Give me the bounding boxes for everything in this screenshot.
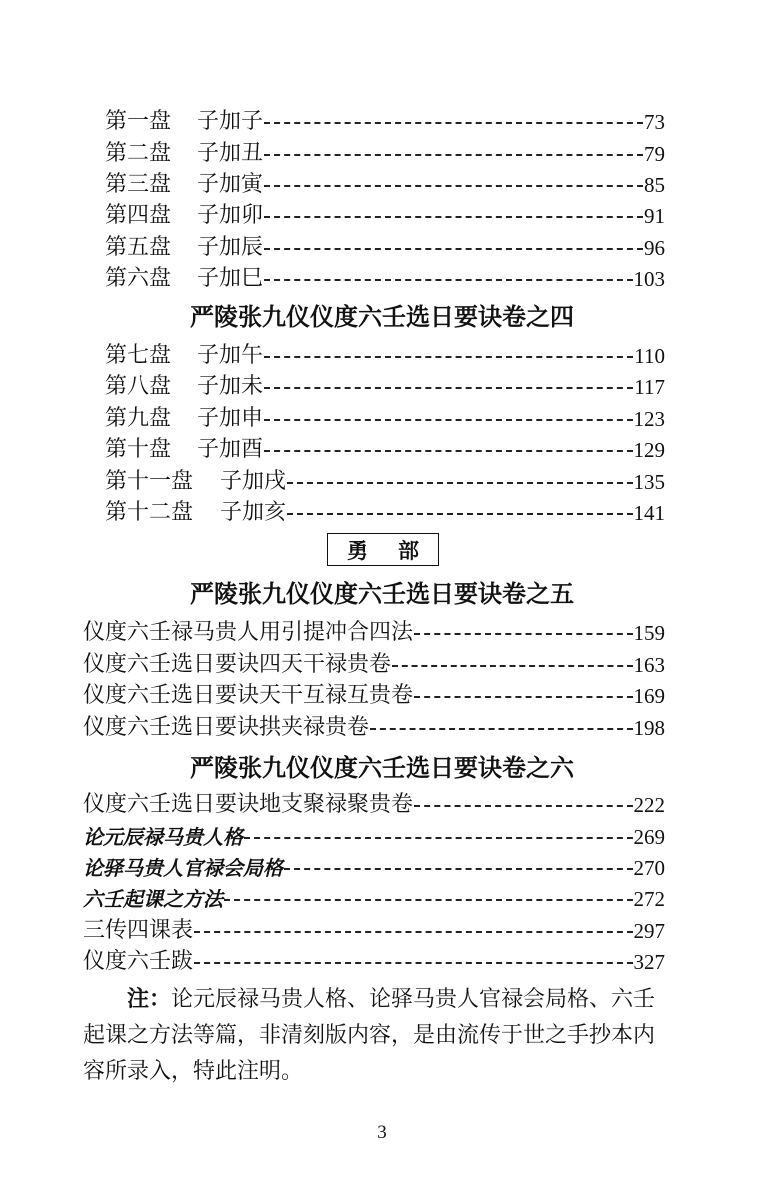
- entry-title: 子加寅: [197, 172, 264, 197]
- toc-entry[interactable]: [83, 681, 665, 711]
- entry-title: 仪度六壬禄马贵人用引提冲合四法: [83, 620, 414, 645]
- pan-label: 第八盘: [105, 374, 172, 399]
- toc-entry[interactable]: [105, 107, 665, 137]
- entry-title: 论驿马贵人官禄会局格: [83, 856, 283, 880]
- toc-entry[interactable]: [83, 790, 665, 820]
- entry-title: 仪度六壬选日要诀四天干禄贵卷: [83, 652, 392, 677]
- pan-label: 第三盘: [105, 172, 172, 197]
- part-label-box: [327, 533, 449, 566]
- page-ref: 163: [633, 653, 665, 677]
- dash-leader: [264, 279, 632, 281]
- toc-entry[interactable]: [105, 467, 665, 497]
- page-ref: 141: [633, 501, 665, 525]
- entry-title: 子加申: [197, 406, 264, 431]
- dash-leader: [264, 185, 643, 187]
- toc-entry[interactable]: [105, 435, 665, 465]
- entry-title: 子加午: [197, 343, 264, 368]
- dash-leader: [264, 122, 643, 124]
- page-number: 3: [377, 1122, 387, 1143]
- entry-title: 子加亥: [220, 500, 287, 525]
- entry-title: 三传四课表: [83, 918, 194, 943]
- pan-label: 第二盘: [105, 141, 172, 166]
- dash-leader: [194, 962, 632, 964]
- dash-leader: [194, 931, 632, 933]
- entry-title: 论元辰禄马贵人格: [83, 825, 243, 849]
- dash-leader: [414, 696, 632, 698]
- entry-title: 子加未: [197, 374, 264, 399]
- page-ref: 110: [634, 344, 665, 368]
- toc-entry[interactable]: [83, 947, 665, 977]
- volume-heading-6: 严陵张九仪仪度六壬选日要诀卷之六: [190, 754, 574, 782]
- dash-leader: [224, 899, 633, 901]
- toc-entry[interactable]: [105, 170, 665, 200]
- pan-label: 第四盘: [105, 203, 172, 228]
- entry-title: 仪度六壬选日要诀天干互禄互贵卷: [83, 683, 414, 708]
- pan-label: 第一盘: [105, 109, 172, 134]
- page-ref: 135: [633, 470, 665, 494]
- dash-leader: [414, 633, 632, 635]
- pan-label: 第七盘: [105, 343, 172, 368]
- entry-title: 子加巳: [197, 266, 264, 291]
- toc-entry[interactable]: [105, 201, 665, 231]
- toc-entry[interactable]: [105, 372, 665, 402]
- page-ref: 85: [644, 173, 665, 197]
- entry-title: 六壬起课之方法: [83, 887, 223, 911]
- entry-title: 子加辰: [197, 235, 264, 260]
- dash-leader: [287, 482, 632, 484]
- toc-entry[interactable]: [83, 916, 665, 946]
- entry-title: 仪度六壬跋: [83, 949, 194, 974]
- page-ref: 91: [644, 204, 665, 228]
- page-ref: 159: [633, 621, 665, 645]
- page-ref: 73: [644, 110, 665, 134]
- pan-label: 第十二盘: [105, 500, 194, 525]
- page-ref: 79: [644, 142, 665, 166]
- pan-label: 第十盘: [105, 437, 172, 462]
- toc-entry[interactable]: [83, 884, 665, 914]
- dash-leader: [264, 216, 643, 218]
- page-ref: 96: [644, 236, 665, 260]
- toc-entry[interactable]: [83, 713, 665, 743]
- dash-leader: [244, 837, 633, 839]
- page-ref: 123: [633, 407, 665, 431]
- pan-label: 第九盘: [105, 406, 172, 431]
- dash-leader: [264, 387, 633, 389]
- toc-entry[interactable]: [105, 264, 665, 294]
- note-label: 注：: [127, 987, 172, 1012]
- entry-title: 子加丑: [197, 141, 264, 166]
- page-ref: 272: [633, 887, 665, 911]
- dash-leader: [264, 248, 643, 250]
- page-ref: 169: [633, 684, 665, 708]
- toc-entry[interactable]: [83, 650, 665, 680]
- page-ref: 129: [633, 438, 665, 462]
- entry-title: 仪度六壬选日要诀拱夹禄贵卷: [83, 715, 370, 740]
- page-ref: 297: [633, 919, 665, 943]
- entry-title: 子加卯: [197, 203, 264, 228]
- toc-entry[interactable]: [105, 498, 665, 528]
- page-ref: 327: [633, 950, 665, 974]
- page-ref: 270: [633, 856, 665, 880]
- entry-title: 子加酉: [197, 437, 264, 462]
- part-label: 勇部: [347, 538, 449, 563]
- dash-leader: [284, 868, 633, 870]
- page-ref: 198: [633, 716, 665, 740]
- note-paragraph: [83, 982, 665, 1090]
- toc-entry[interactable]: [83, 618, 665, 648]
- toc-entry[interactable]: [83, 822, 665, 852]
- pan-label: 第六盘: [105, 266, 172, 291]
- pan-label: 第十一盘: [105, 469, 194, 494]
- volume-heading-5: 严陵张九仪仪度六壬选日要诀卷之五: [190, 580, 574, 608]
- toc-entry[interactable]: [105, 341, 665, 371]
- page-ref: 222: [633, 793, 665, 817]
- entry-title: 子加戌: [220, 469, 287, 494]
- dash-leader: [287, 513, 632, 515]
- toc-entry[interactable]: [83, 853, 665, 883]
- note-text: 论元辰禄马贵人格、论驿马贵人官禄会局格、六壬起课之方法等篇，非清刻版内容，是由流传于世之手抄本内容所录入，特此注明。: [83, 987, 656, 1084]
- page-ref: 269: [633, 825, 665, 849]
- dash-leader: [264, 154, 643, 156]
- toc-entry[interactable]: [105, 233, 665, 263]
- dash-leader: [264, 419, 632, 421]
- page-ref: 103: [633, 267, 665, 291]
- volume-heading-4: 严陵张九仪仪度六壬选日要诀卷之四: [190, 303, 574, 331]
- dash-leader: [264, 450, 632, 452]
- dash-leader: [414, 805, 632, 807]
- entry-title: 仪度六壬选日要诀地支聚禄聚贵卷: [83, 792, 414, 817]
- pan-label: 第五盘: [105, 235, 172, 260]
- dash-leader: [264, 356, 633, 358]
- toc-entry[interactable]: [105, 404, 665, 434]
- page-ref: 117: [634, 375, 665, 399]
- dash-leader: [370, 728, 632, 730]
- entry-title: 子加子: [197, 109, 264, 134]
- toc-entry[interactable]: [105, 139, 665, 169]
- dash-leader: [392, 665, 632, 667]
